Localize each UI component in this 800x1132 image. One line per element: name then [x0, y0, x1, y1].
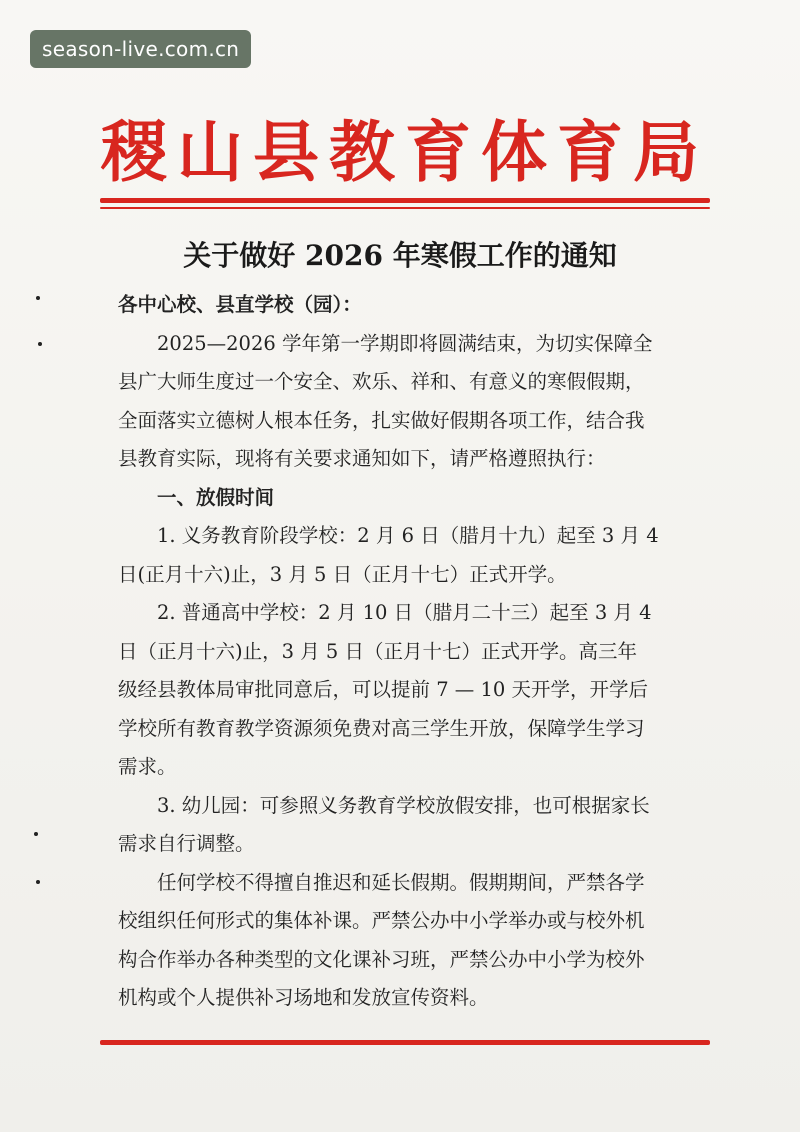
- header-red-rule: [100, 198, 710, 203]
- body-line: 1. 义务教育阶段学校：2 月 6 日（腊月十九）起至 3 月 4: [118, 524, 659, 547]
- body-line: 2. 普通高中学校：2 月 10 日（腊月二十三）起至 3 月 4: [118, 601, 652, 624]
- scan-speck: [36, 296, 40, 300]
- body-line: 日（正月十六)止，3 月 5 日（正月十七）正式开学。高三年: [118, 639, 638, 663]
- body-line: 3. 幼儿园：可参照义务教育学校放假安排，也可根据家长: [118, 793, 650, 817]
- body-line: 机构或个人提供补习场地和发放宣传资料。: [118, 986, 489, 1009]
- body-line: 级经县教体局审批同意后，可以提前 7 — 10 天开学，开学后: [118, 678, 649, 701]
- body-line: 全面落实立德树人根本任务，扎实做好假期各项工作，结合我: [118, 408, 645, 432]
- header-red-rule-thin: [100, 207, 710, 209]
- scan-speck: [36, 880, 40, 884]
- body-line: 日(正月十六)止，3 月 5 日（正月十七）正式开学。: [118, 562, 567, 586]
- document-title: 关于做好 2026 年寒假工作的通知: [183, 239, 617, 272]
- addressee-line: 各中心校、县直学校（园）：: [118, 293, 362, 316]
- body-line: 任何学校不得擅自推迟和延长假期。假期期间，严禁各学: [118, 870, 645, 894]
- scan-speck: [34, 832, 38, 836]
- body-line: 县教育实际，现将有关要求通知如下，请严格遵照执行：: [118, 447, 606, 470]
- issuing-authority-header: 稷山县教育体育局: [101, 113, 709, 191]
- body-line: 2025—2026 学年第一学期即将圆满结束，为切实保障全: [118, 331, 653, 355]
- body-line: 学校所有教育教学资源须免费对高三学生开放，保障学生学习: [118, 716, 645, 740]
- body-line: 校组织任何形式的集体补课。严禁公办中小学举办或与校外机: [118, 909, 645, 932]
- section-heading: 一、放假时间: [118, 485, 275, 509]
- document-body: [118, 286, 684, 1018]
- scan-speck: [38, 342, 42, 346]
- body-line: 构合作举办各种类型的文化课补习班，严禁公办中小学为校外: [118, 947, 645, 971]
- body-line: 需求自行调整。: [118, 832, 255, 855]
- body-line: 需求。: [118, 755, 177, 778]
- watermark: season-live.com.cn: [30, 30, 251, 68]
- footer-red-rule: [100, 1040, 710, 1045]
- body-line: 县广大师生度过一个安全、欢乐、祥和、有意义的寒假假期，: [118, 370, 645, 393]
